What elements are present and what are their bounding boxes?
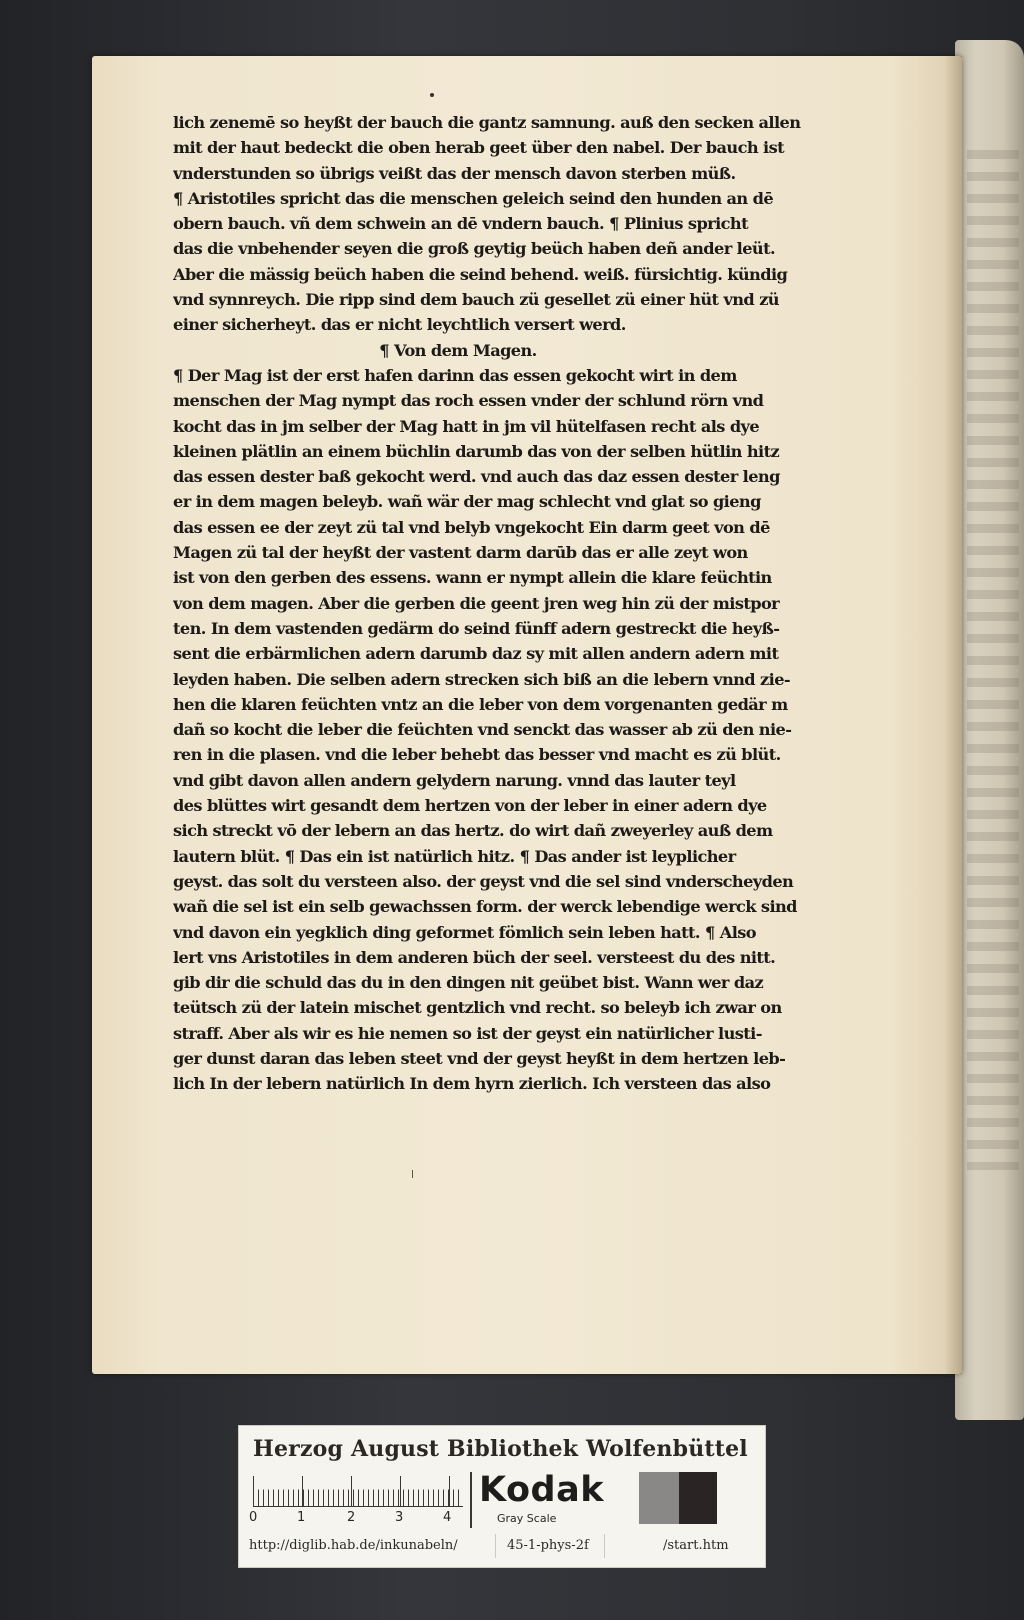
- text-line: kleinen plätlin an einem büchlin darumb das von der selben hütlin hitz: [173, 441, 780, 461]
- ruler-numbers: [249, 1510, 479, 1526]
- text-line: Aber die mässig beüch haben die seind behend. weiß. fürsichtig. kündig: [173, 264, 788, 284]
- color-target-card: [238, 1425, 766, 1568]
- text-line: straff. Aber als wir es hie nemen so ist der geyst ein natürlicher lusti-: [173, 1023, 762, 1043]
- text-line: das essen dester baß gekocht werd. vnd auch das daz essen dester leng: [173, 467, 780, 487]
- text-line: Magen zü tal der heyßt der vastent darm darūb das er alle zeyt won: [173, 543, 748, 563]
- section-heading: ¶ Von dem Magen.: [379, 340, 537, 360]
- facing-page-bleed-text: [967, 150, 1019, 1170]
- text-line: einer sicherheyt. das er nicht leychtlich versert werd.: [173, 315, 626, 335]
- text-line: geyst. das solt du versteen also. der geyst vnd die sel sind vnderscheyden: [173, 871, 794, 891]
- text-line: ten. In dem vastenden gedärm do seind fünff adern gestreckt die heyß-: [173, 618, 780, 638]
- text-line: vnd synnreych. Die ripp sind dem bauch zü gesellet zü einer hüt vnd zü: [173, 290, 779, 310]
- ink-dot-mark: [430, 93, 434, 97]
- gray-swatch-dark: [679, 1472, 717, 1524]
- ruler-number: 1: [297, 1510, 306, 1525]
- text-line: leyden haben. Die selben adern strecken sich biß an die lebern vnnd zie-: [173, 669, 791, 689]
- text-line: von dem magen. Aber die gerben die geent jren weg hin zü der mistpor: [173, 593, 780, 613]
- page-gutter-shadow: [944, 56, 962, 1374]
- text-line: er in dem magen beleyb. wañ wär der mag schlecht vnd glat so gieng: [173, 492, 761, 512]
- text-line: dañ so kocht die leber die feüchten vnd senckt das wasser ab zü den nie-: [173, 720, 792, 740]
- text-line: das die vnbehender seyen die groß geytig beüch haben deñ ander leüt.: [173, 239, 775, 259]
- gray-scale-label: Gray Scale: [497, 1512, 557, 1525]
- text-line: teütsch zü der latein mischet gentzlich vnd recht. so beleyb ich zwar on: [173, 998, 782, 1018]
- text-line: das essen ee der zeyt zü tal vnd belyb vngekocht Ein darm geet von dē: [173, 517, 770, 537]
- text-line: sich streckt vō der lebern an das hertz. do wirt dañ zweyerley auß dem: [173, 821, 773, 841]
- text-line: lich In der lebern natürlich In dem hyrn zierlich. Ich versteen das also: [173, 1074, 771, 1094]
- text-line: hen die klaren feüchten vntz an die leber von dem vorgenanten gedär m: [173, 694, 788, 714]
- ruler-number: 0: [249, 1510, 258, 1525]
- text-line: vnd gibt davon allen andern gelydern narung. vnnd das lauter teyl: [173, 770, 736, 790]
- kodak-logo: Kodak: [479, 1470, 604, 1510]
- text-line: lert vns Aristotiles in dem anderen büch der seel. versteest du des nitt.: [173, 947, 776, 967]
- text-line: ren in die plasen. vnd die leber behebt das besser vnd macht es zü blüt.: [173, 745, 781, 765]
- text-line: ¶ Aristotiles spricht das die menschen geleich seind den hunden an dē: [173, 188, 774, 208]
- library-title: Herzog August Bibliothek Wolfenbüttel: [253, 1436, 748, 1462]
- page-text-block: [173, 110, 813, 1097]
- text-line: ger dunst daran das leben steet vnd der geyst heyßt in dem hertzen leb-: [173, 1048, 786, 1068]
- ruler-number: 4: [443, 1510, 452, 1525]
- ruler-minor-ticks: [253, 1478, 463, 1507]
- text-line: sent die erbärmlichen adern darumb daz sy mit allen andern adern mit: [173, 644, 779, 664]
- ruler-number: 2: [347, 1510, 356, 1525]
- url-left: http://diglib.hab.de/inkunabeln/: [249, 1538, 458, 1553]
- url-right: /start.htm: [663, 1538, 729, 1553]
- text-line: ist von den gerben des essens. wann er nympt allein die klare feüchtin: [173, 568, 772, 588]
- shelfmark: 45-1-phys-2f: [507, 1538, 589, 1553]
- text-line: gib dir die schuld das du in den dingen nit geübet bist. Wann wer daz: [173, 973, 764, 993]
- text-line: mit der haut bedeckt die oben herab geet über den nabel. Der bauch ist: [173, 138, 784, 158]
- text-line: kocht das in jm selber der Mag hatt in jm vil hütelfasen recht als dye: [173, 416, 760, 436]
- gray-swatch-light: [717, 1472, 725, 1524]
- url-row: [249, 1534, 755, 1560]
- text-line: obern bauch. vñ dem schwein an dē vndern bauch. ¶ Plinius spricht: [173, 214, 748, 234]
- facing-page-edge: [955, 40, 1024, 1420]
- text-line: menschen der Mag nympt das roch essen vnder der schlund rörn vnd: [173, 391, 764, 411]
- text-line: wañ die sel ist ein selb gewachssen form. der werck lebendige werck sind: [173, 897, 797, 917]
- text-line: vnd davon ein yegklich ding geformet fömlich sein leben hatt. ¶ Also: [173, 922, 756, 942]
- target-divider: [470, 1472, 472, 1528]
- text-line: lich zenemē so heyßt der bauch die gantz samnung. auß den secken allen: [173, 113, 801, 132]
- text-line: vnderstunden so übrigs veißt das der mensch davon sterben müß.: [173, 163, 736, 183]
- text-line: des blüttes wirt gesandt dem hertzen von der leber in einer adern dye: [173, 796, 767, 816]
- ruler-number: 3: [395, 1510, 404, 1525]
- ink-tick-mark: [412, 1170, 413, 1178]
- text-line: lautern blüt. ¶ Das ein ist natürlich hitz. ¶ Das ander ist leyplicher: [173, 846, 736, 866]
- text-line: ¶ Der Mag ist der erst hafen darinn das essen gekocht wirt in dem: [173, 365, 737, 385]
- gray-swatch-mid: [639, 1472, 679, 1524]
